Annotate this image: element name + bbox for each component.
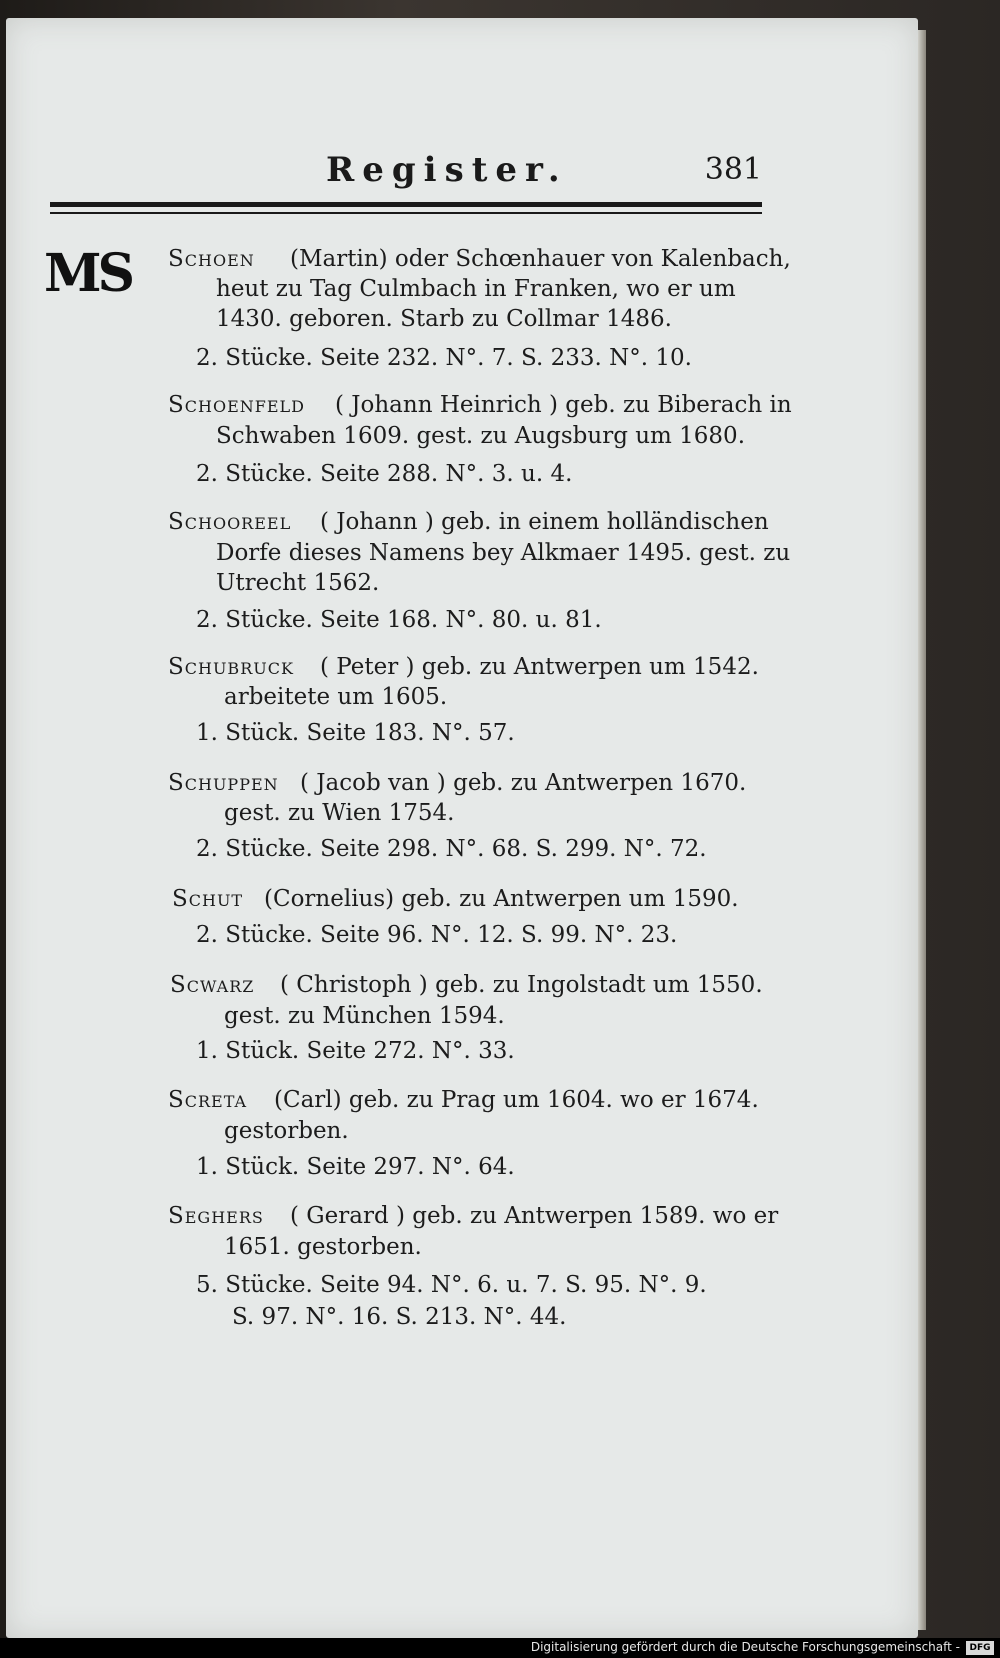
entry-line: ( Christoph ) geb. zu Ingolstadt um 1550. [280, 972, 763, 998]
entry-name: Schuppen [168, 770, 279, 796]
entry-name: Schut [172, 886, 244, 912]
entry-reference: 1. Stück. Seite 183. N°. 57. [196, 720, 515, 746]
entry-name: Screta [168, 1087, 248, 1113]
digitization-footer [0, 1638, 1000, 1658]
page-number: 381 [704, 152, 762, 187]
entry-line: (Cornelius) geb. zu Antwerpen um 1590. [264, 886, 739, 912]
entry-reference: 1. Stück. Seite 297. N°. 64. [196, 1154, 515, 1180]
entry-name: Seghers [168, 1203, 264, 1229]
entry-reference: 2. Stücke. Seite 232. N°. 7. S. 233. N°. 10. [196, 345, 692, 371]
monogram-ornament: MS [44, 243, 132, 304]
entry-line: ( Johann ) geb. in einem holländischen [320, 509, 769, 535]
entry-line: ( Johann Heinrich ) geb. zu Biberach in [335, 392, 792, 418]
entry-reference: 1. Stück. Seite 272. N°. 33. [196, 1038, 515, 1064]
entry-line: arbeitete um 1605. [224, 684, 448, 710]
entry-line: Dorfe dieses Namens bey Alkmaer 1495. gest. zu [216, 540, 791, 566]
entry-line: 1430. geboren. Starb zu Collmar 1486. [216, 306, 672, 332]
entry-line: gest. zu München 1594. [224, 1003, 505, 1029]
entry-name: Schooreel [168, 509, 292, 535]
entry-reference: 2. Stücke. Seite 288. N°. 3. u. 4. [196, 461, 573, 487]
entry-line: ( Peter ) geb. zu Antwerpen um 1542. [320, 654, 759, 680]
footer-credit: Digitalisierung gefördert durch die Deutsche Forschungsgemeinschaft - [530, 1640, 960, 1654]
entry-line: Utrecht 1562. [216, 570, 380, 596]
entry-name: Scwarz [170, 972, 255, 998]
entry-line: gest. zu Wien 1754. [224, 800, 455, 826]
entry-line: ( Gerard ) geb. zu Antwerpen 1589. wo er [290, 1203, 779, 1229]
entry-name: Schoen [168, 246, 255, 272]
entry-line: (Carl) geb. zu Prag um 1604. wo er 1674. [274, 1087, 759, 1113]
entry-line: (Martin) oder Schœnhauer von Kalenbach, [290, 246, 791, 272]
entry-reference: 5. Stücke. Seite 94. N°. 6. u. 7. S. 95. N°. 9. [196, 1272, 707, 1298]
entry-reference: 2. Stücke. Seite 96. N°. 12. S. 99. N°. 23. [196, 922, 678, 948]
entry-name: Schubruck [168, 654, 294, 680]
page-title: Register. [326, 150, 568, 190]
dfg-logo: DFG [966, 1641, 994, 1655]
entry-reference: S. 97. N°. 16. S. 213. N°. 44. [232, 1304, 567, 1330]
entry-line: gestorben. [224, 1118, 349, 1144]
entry-line: Schwaben 1609. gest. zu Augsburg um 1680. [216, 423, 745, 449]
entry-name: Schoenfeld [168, 392, 305, 418]
entry-reference: 2. Stücke. Seite 168. N°. 80. u. 81. [196, 607, 602, 633]
entry-line: 1651. gestorben. [224, 1234, 422, 1260]
entry-line: ( Jacob van ) geb. zu Antwerpen 1670. [300, 770, 747, 796]
entry-reference: 2. Stücke. Seite 298. N°. 68. S. 299. N°. 72. [196, 836, 707, 862]
entry-line: heut zu Tag Culmbach in Franken, wo er um [216, 276, 736, 302]
